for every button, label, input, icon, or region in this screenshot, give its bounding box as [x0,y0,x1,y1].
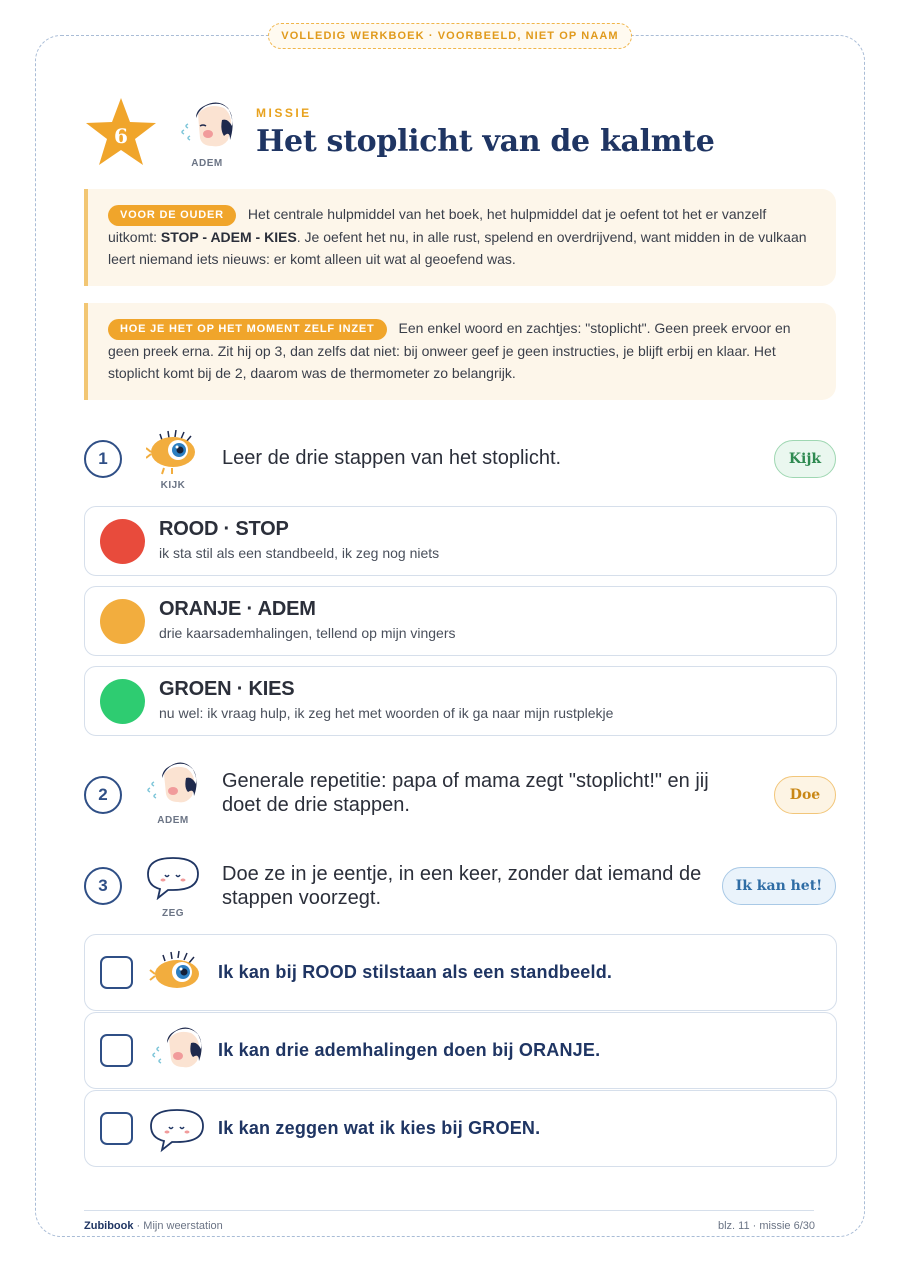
mascot-caption: ADEM [191,158,223,169]
step-number-1: 1 [84,440,122,478]
breathing-face-icon [146,762,200,808]
light-card-red [84,506,837,576]
checklist-text: Ik kan bij ROOD stilstaan als een standbeeld. [218,962,613,982]
breathing-face-icon [178,100,236,156]
step-text-3: Doe ze in je eentje, in een keer, zonder dat iemand de stappen voorzegt. [222,863,702,909]
checkbox[interactable] [100,1112,133,1145]
doe-button[interactable]: Doe [774,776,836,814]
checklist-text: Ik kan zeggen wat ik kies bij GROEN. [218,1118,541,1138]
moment-note [84,303,836,400]
light-subtitle-green: nu wel: ik vraag hulp, ik zeg het met woorden of ik ga naar mijn rustplekje [159,705,614,721]
light-title-green: GROEN · KIES [159,678,295,700]
eye-icon [146,430,200,476]
parent-note-text: Het centrale hulpmiddel van het boek, het hulpmiddel dat je oefent tot het er vanzelf uitkomt: [108,206,767,245]
parent-note-badge: VOOR DE OUDER [108,205,236,226]
footer-divider [84,1210,814,1211]
footer-book-name: · Mijn weerstation [133,1220,223,1232]
light-subtitle-red: ik sta stil als een standbeeld, ik zeg nog niets [159,545,440,561]
mission-star-badge [84,96,158,168]
speech-bubble-icon [149,1105,205,1153]
ik-kan-het-button[interactable]: Ik kan het! [722,867,836,905]
footer-brand [84,1220,223,1232]
checklist-item [84,934,837,1011]
step-icon-caption-2: ADEM [157,815,189,826]
breathing-face-icon [149,1027,205,1075]
step-number-3: 3 [84,867,122,905]
checkbox[interactable] [100,956,133,989]
checklist-item [84,1090,837,1167]
step-icon-caption-3: ZEG [161,908,185,919]
eye-icon [149,949,205,997]
page-title: Het stoplicht van de kalmte [256,124,715,159]
moment-note-badge: HOE JE HET OP HET MOMENT ZELF INZET [108,319,387,340]
light-subtitle-orange: drie kaarsademhalingen, tellend op mijn vingers [159,625,456,641]
top-banner: VOLLEDIG WERKBOEK · VOORBEELD, NIET OP NAAM [268,23,632,49]
parent-note-emphasis: STOP - ADEM - KIES [160,229,297,245]
green-light-icon [100,679,145,724]
step-text-2: Generale repetitie: papa of mama zegt "stoplicht!" en jij doet de drie stappen. [222,770,709,816]
step-text-1: Leer de drie stappen van het stoplicht. [222,447,562,469]
kijk-button[interactable]: Kijk [774,440,836,478]
checkbox[interactable] [100,1034,133,1067]
light-card-green [84,666,837,736]
light-title-orange: ORANJE · ADEM [159,598,316,620]
step-number-2: 2 [84,776,122,814]
footer-page-info: blz. 11 · missie 6/30 [717,1220,815,1232]
parent-note-text-end: . Je oefent het nu, in alle rust, spelend en overdrijvend, want midden in de vulkaan leert niemand iets nieuws: er komt alleen uit wat al geoefend was. [108,229,807,267]
step-icon-caption-1: KIJK [160,480,186,491]
parent-note [84,189,836,286]
mission-kicker: MISSIE [256,106,312,120]
checklist-item [84,1012,837,1089]
speech-bubble-icon [146,854,200,900]
red-light-icon [100,519,145,564]
footer-brand-name: Zubibook [84,1220,134,1232]
light-card-orange [84,586,837,656]
checklist-text: Ik kan drie ademhalingen doen bij ORANJE. [218,1040,601,1060]
orange-light-icon [100,599,145,644]
moment-note-text: Een enkel woord en zachtjes: "stoplicht". Geen preek ervoor en geen preek erna. Zit hij op 3, dan zelfs dat niet: bij onweer geef je geen instructies, je blijft erbij en klaar. Het stoplicht komt bij de 2, daarom was de thermometer zo belangrijk. [108,320,791,381]
light-title-red: ROOD · STOP [159,518,289,540]
mission-number: 6 [114,124,128,148]
